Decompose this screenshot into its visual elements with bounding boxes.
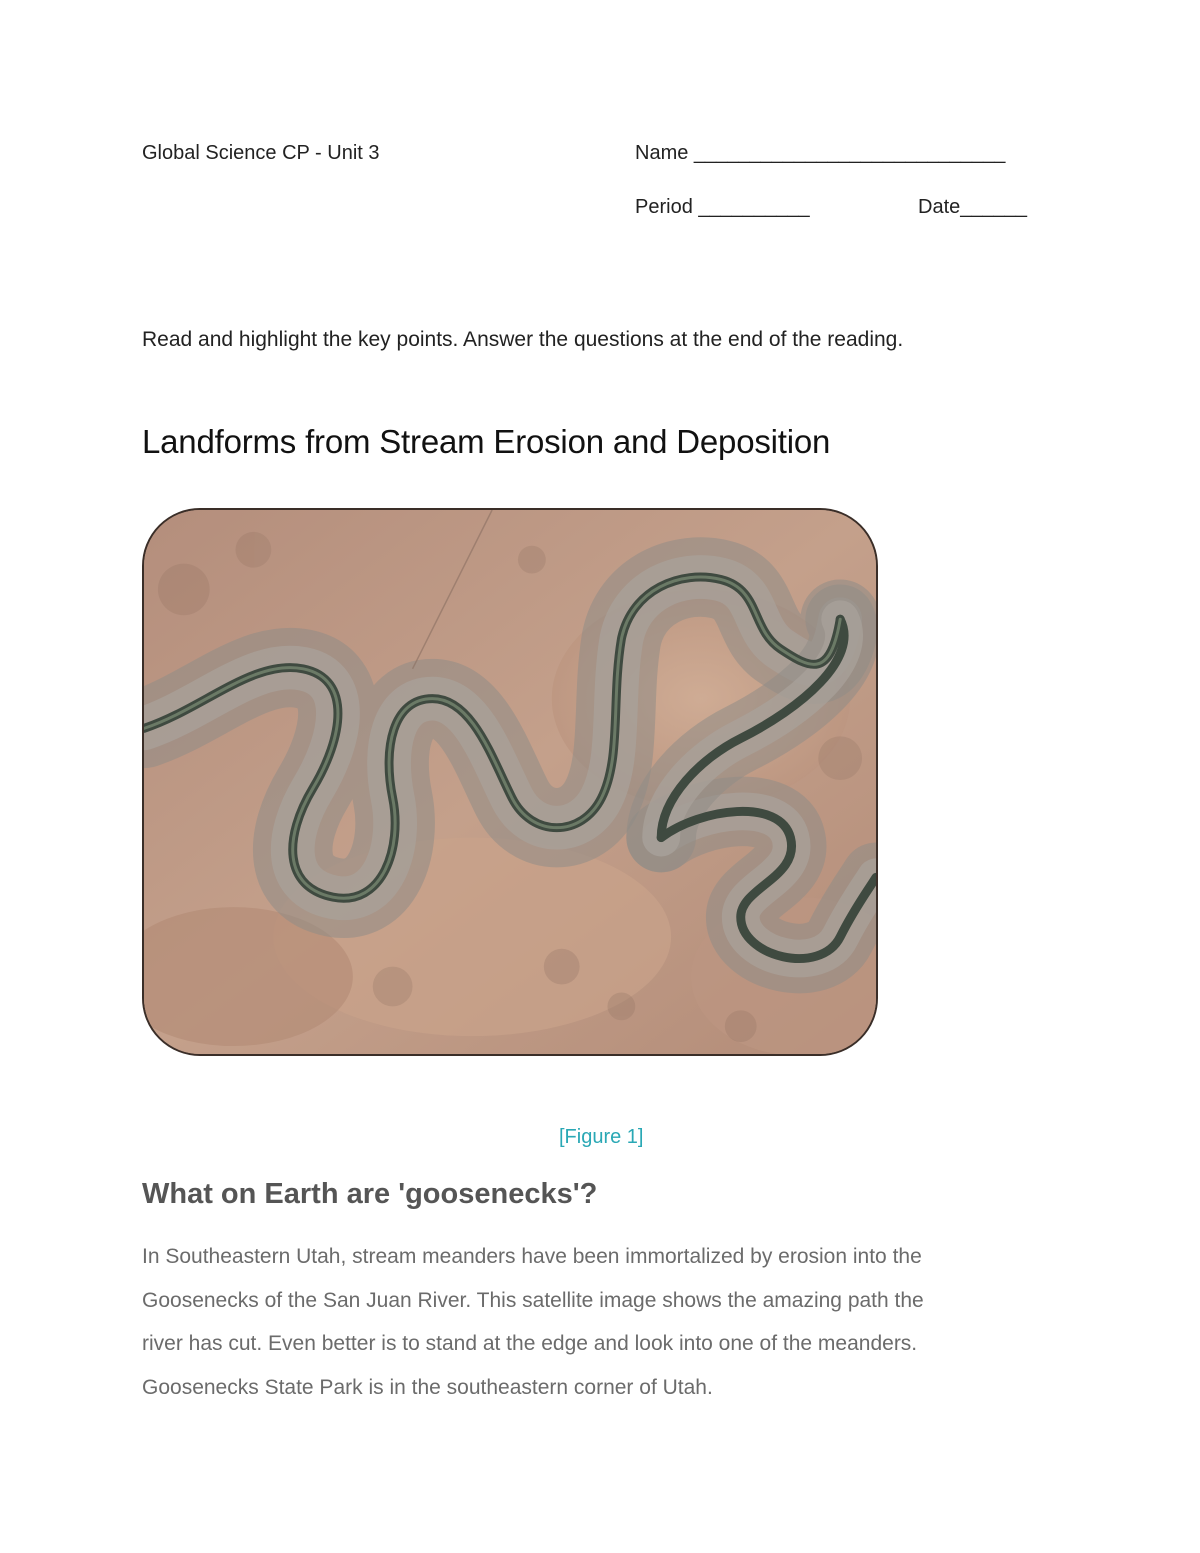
paragraph-line: river has cut. Even better is to stand at the edge and look into one of the meanders.	[142, 1332, 918, 1355]
instructions: Read and highlight the key points. Answer the questions at the end of the reading.	[142, 328, 904, 351]
section-paragraph	[142, 1235, 1072, 1409]
satellite-image-graphic	[144, 510, 876, 1054]
page-title: Landforms from Stream Erosion and Deposition	[142, 423, 831, 460]
date-field: Date______	[918, 196, 1027, 218]
figure-caption: [Figure 1]	[559, 1126, 644, 1148]
name-field: Name ____________________________	[635, 142, 1006, 164]
paragraph-line: Goosenecks State Park is in the southeastern corner of Utah.	[142, 1375, 713, 1399]
section-heading: What on Earth are 'goosenecks'?	[142, 1178, 598, 1210]
paragraph-line: In Southeastern Utah, stream meanders have been immortalized by erosion into the	[142, 1245, 922, 1268]
course-title: Global Science CP - Unit 3	[142, 142, 380, 164]
paragraph-line: Goosenecks of the San Juan River. This satellite image shows the amazing path the	[142, 1288, 924, 1312]
satellite-image-goosenecks	[142, 508, 878, 1056]
period-field: Period __________	[635, 196, 810, 218]
